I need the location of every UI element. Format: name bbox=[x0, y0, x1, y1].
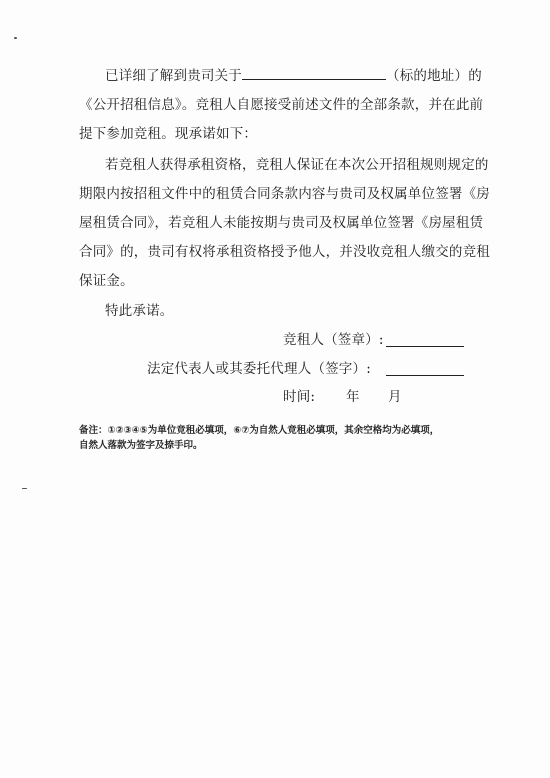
time-label: 时间: bbox=[283, 389, 316, 405]
bidder-signature-label: 竞租人（签章）: bbox=[283, 332, 384, 348]
remark-line-1: 备注：①②③④⑤为单位竞租必填项，⑥⑦为自然人竞租必填项，其余空格均为必填项， bbox=[79, 425, 440, 436]
target-address-blank bbox=[242, 66, 386, 80]
intro-line-1 bbox=[105, 66, 482, 84]
closing-statement: 特此承诺。 bbox=[105, 303, 174, 319]
intro-prefix: 已详细了解到贵司关于 bbox=[105, 68, 242, 84]
legal-rep-signature-label: 法定代表人或其委托代理人（签字）: bbox=[147, 361, 371, 377]
commitment-line-2: 期限内按招租文件中的租赁合同条款内容与贵司及权属单位签署《房 bbox=[79, 186, 490, 202]
year-label: 年 bbox=[346, 389, 360, 405]
commitment-line-3: 屋租赁合同》，若竞租人未能按期与贵司及权属单位签署《房屋租赁 bbox=[79, 215, 484, 231]
intro-line-2: 《公开招租信息》。竞租人自愿接受前述文件的全部条款，并在此前 bbox=[79, 97, 484, 113]
legal-rep-signature-line bbox=[386, 375, 464, 376]
commitment-line-1: 若竞租人获得承租资格，竞租人保证在本次公开招租规则规定的 bbox=[105, 157, 489, 173]
commitment-line-4: 合同》的，贵司有权将承租资格授予他人，并没收竞租人缴交的竞租 bbox=[79, 244, 490, 260]
scan-mark bbox=[14, 37, 17, 39]
intro-suffix: （标的地址）的 bbox=[386, 68, 482, 84]
bidder-signature-line bbox=[386, 346, 464, 347]
month-label: 月 bbox=[388, 389, 402, 405]
commitment-line-5: 保证金。 bbox=[79, 273, 134, 289]
intro-line-3: 提下参加竞租。现承诺如下： bbox=[79, 126, 258, 142]
scan-mark bbox=[22, 488, 27, 489]
remark-line-2: 自然人落款为签字及捺手印。 bbox=[79, 440, 203, 451]
